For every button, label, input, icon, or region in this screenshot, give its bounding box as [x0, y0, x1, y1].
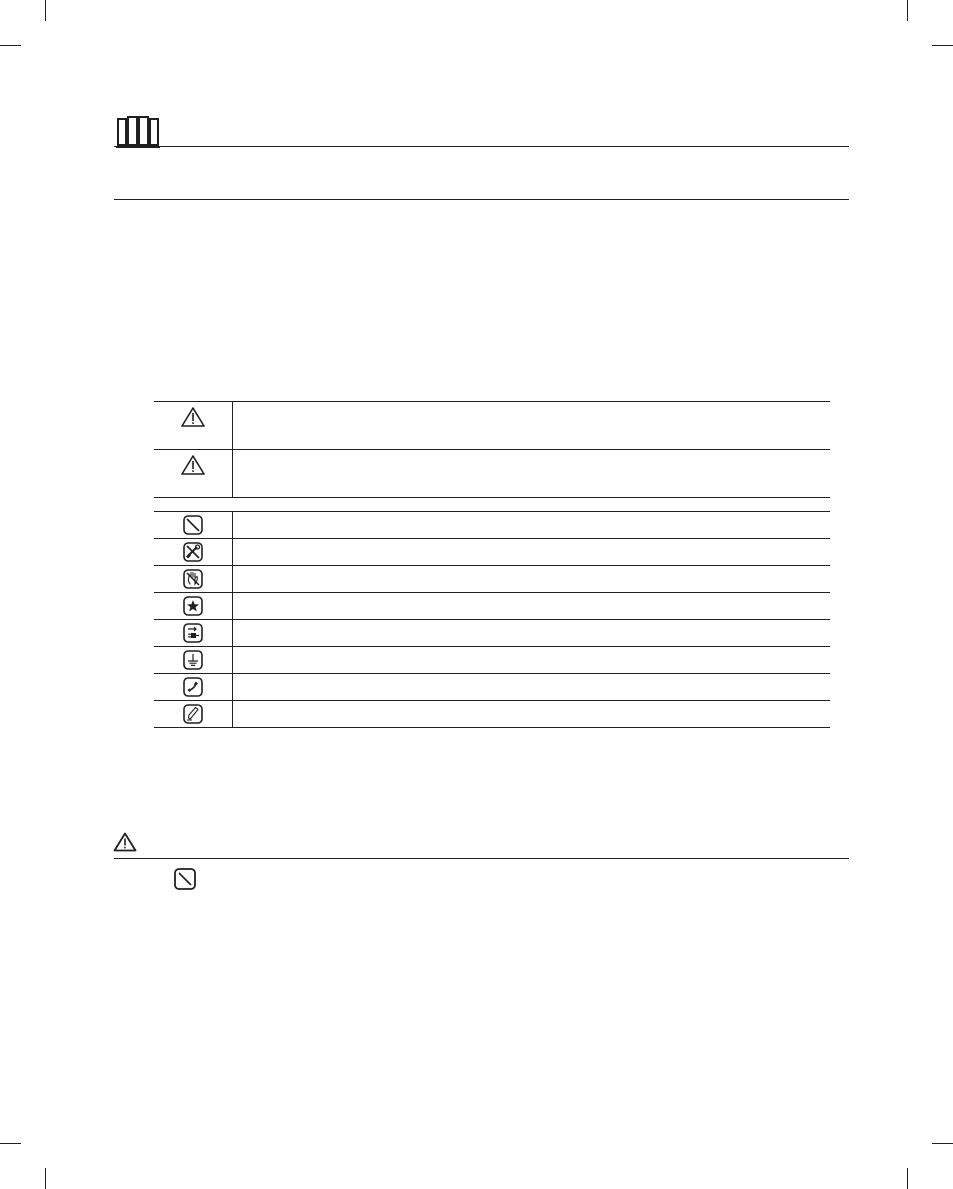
table-row: [154, 701, 830, 728]
do-not-touch-icon: [183, 569, 203, 589]
follow-instructions-icon: [183, 596, 203, 616]
icon-cell: [154, 701, 233, 728]
icon-cell: [154, 674, 233, 701]
row-text: [233, 539, 831, 566]
icon-cell: [154, 620, 233, 647]
table-row: [154, 450, 830, 498]
row-text: [233, 593, 831, 620]
table-row: [154, 512, 830, 539]
table-row: [154, 402, 830, 450]
unplug-icon: [183, 623, 203, 643]
table-row: [154, 566, 830, 593]
row-text: [233, 701, 831, 728]
table-row: [154, 620, 830, 647]
icon-cell: [154, 539, 233, 566]
crop-mark-top-right-v: [907, 0, 908, 21]
crop-mark-top-right-h: [932, 45, 953, 46]
crop-mark-bottom-left-h: [0, 1143, 21, 1144]
icon-cell: [154, 402, 233, 450]
table-row: [154, 593, 830, 620]
prohibited-icon: [183, 515, 203, 535]
contact-service-icon: [183, 677, 203, 697]
note-icon: [183, 704, 203, 724]
row-text: [233, 620, 831, 647]
crop-mark-top-left-h: [0, 45, 21, 46]
row-text: [233, 512, 831, 539]
warning-section-rule: [114, 858, 849, 859]
section-rule: [114, 199, 849, 200]
crop-mark-top-left-v: [45, 0, 46, 21]
crop-mark-bottom-right-v: [907, 1168, 908, 1189]
table-gap: [154, 498, 830, 512]
table-row: [154, 539, 830, 566]
icon-cell: [154, 512, 233, 539]
prohibited-icon: [174, 868, 196, 890]
symbol-table: [154, 401, 830, 728]
icon-cell: [154, 647, 233, 674]
row-text: [233, 402, 831, 450]
row-text: [233, 674, 831, 701]
ground-icon: [183, 650, 203, 670]
do-not-disassemble-icon: [183, 542, 203, 562]
row-text: [233, 450, 831, 498]
crop-mark-bottom-left-v: [45, 1168, 46, 1189]
warning-triangle-icon: [180, 406, 206, 428]
header-rule: [114, 146, 849, 147]
table-row: [154, 647, 830, 674]
icon-cell: [154, 450, 233, 498]
row-text: [233, 647, 831, 674]
icon-cell: [154, 566, 233, 593]
open-book-icon: [114, 114, 162, 150]
crop-mark-bottom-right-h: [932, 1143, 953, 1144]
warning-triangle-icon: [113, 832, 137, 852]
row-text: [233, 566, 831, 593]
table-row: [154, 674, 830, 701]
caution-triangle-icon: [180, 454, 206, 476]
icon-cell: [154, 593, 233, 620]
